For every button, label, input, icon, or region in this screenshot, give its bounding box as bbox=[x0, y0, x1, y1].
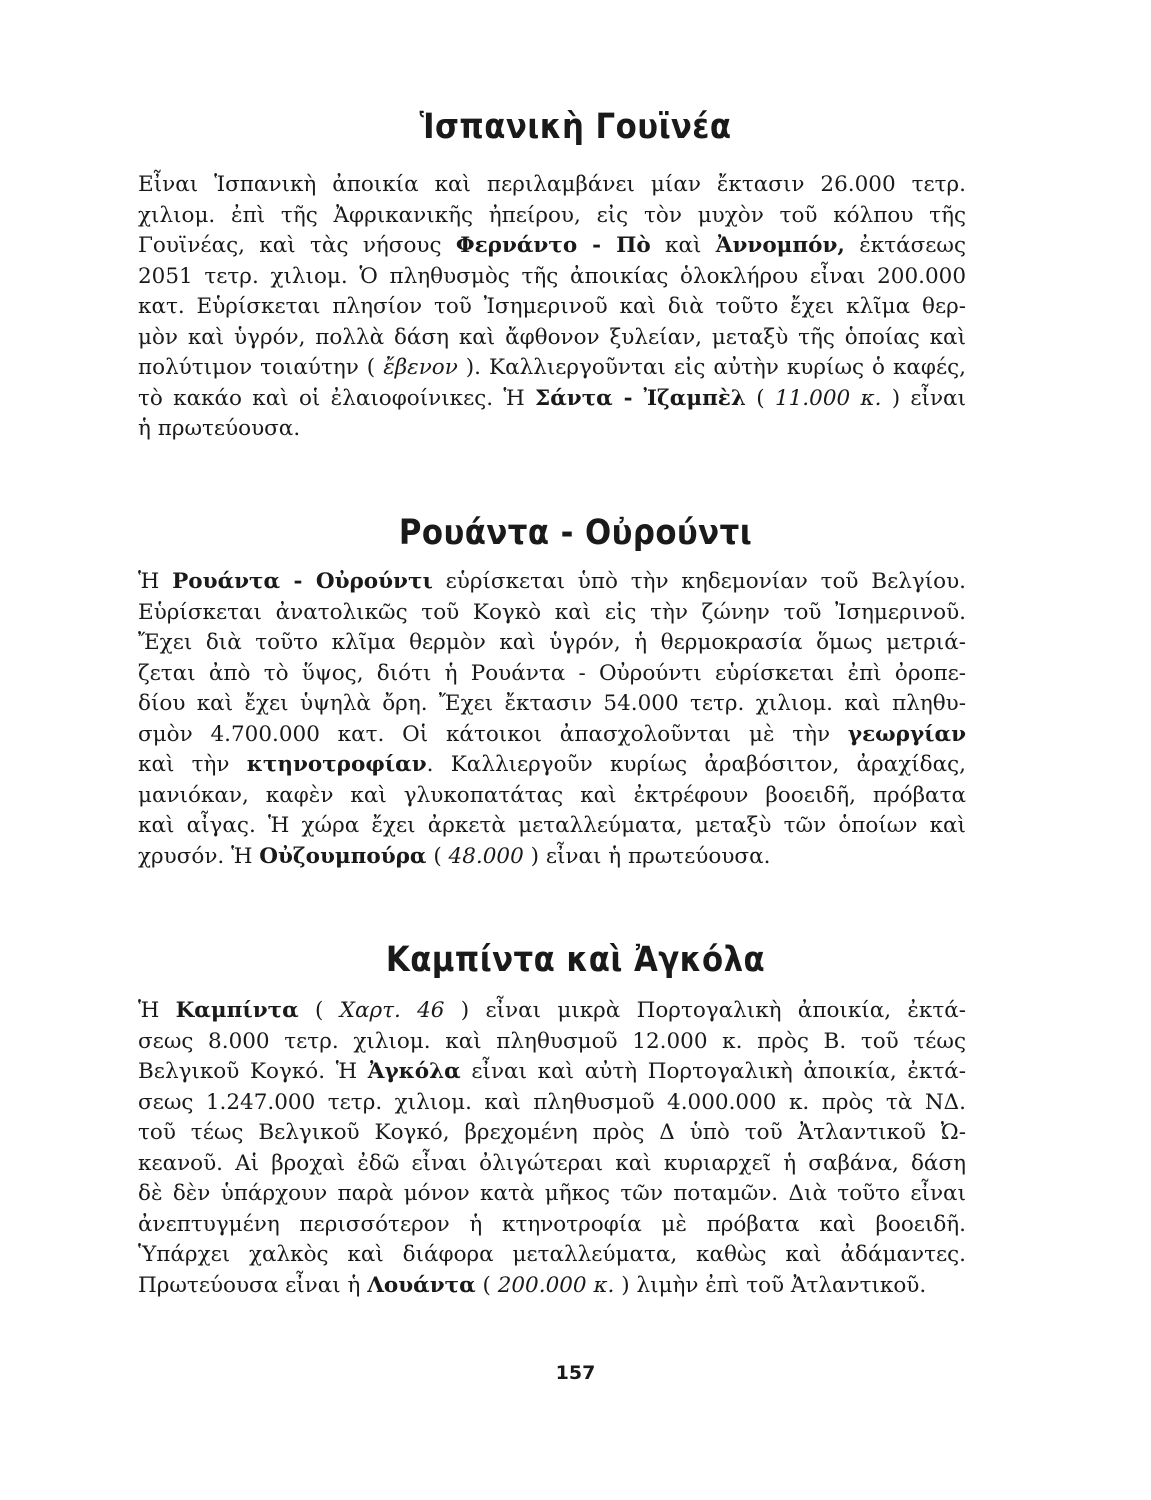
text-line bbox=[138, 414, 966, 445]
text-line bbox=[138, 262, 966, 293]
text-run: εἶναι καὶ αὐτὴ Πορτογαλικὴ ἀποικία, ἐκτά- bbox=[460, 1059, 966, 1084]
text-run: καὶ τὴν bbox=[138, 752, 247, 777]
bold-term: Ἀγκόλα bbox=[367, 1059, 461, 1084]
bold-term: Ἀννομπόν, bbox=[715, 233, 845, 258]
text-run: ( bbox=[475, 1272, 498, 1298]
text-run: δὲ δὲν ὑπάρχουν παρὰ μόνον κατὰ μῆκος τῶν ποταμῶν. Διὰ τοῦτο εἶναι bbox=[138, 1181, 966, 1206]
page-number: 157 bbox=[555, 1362, 596, 1384]
text-run: Γουϊνέας, καὶ τὰς νήσους bbox=[138, 233, 456, 258]
text-run: σμὸν 4.700.000 κατ. Οἱ κάτοικοι ἀπασχολοῦνται μὲ τὴν bbox=[138, 721, 848, 747]
text-run: πολύτιμον τοιαύτην ( bbox=[138, 355, 384, 380]
text-line bbox=[138, 292, 966, 323]
text-line bbox=[138, 1118, 966, 1149]
text-run: Εἶναι Ἱσπανικὴ ἀποικία καὶ περιλαμβάνει μίαν ἔκτασιν 26.000 τετρ. bbox=[138, 172, 966, 197]
paragraph-rwanda-urundi bbox=[138, 567, 966, 872]
bold-term: κτηνοτροφίαν bbox=[246, 752, 427, 777]
text-line bbox=[138, 1088, 966, 1119]
text-run: 2051 τετρ. χιλιομ. Ὁ πληθυσμὸς τῆς ἀποικίας ὁλοκλήρου εἶναι 200.000 bbox=[138, 263, 966, 289]
italic-term: 48.000 bbox=[448, 843, 524, 869]
text-line bbox=[138, 1271, 966, 1302]
text-run: μανιόκαν, καφὲν καὶ γλυκοπατάτας καὶ ἐκτρέφουν βοοειδῆ, πρόβατα bbox=[138, 782, 966, 808]
text-line bbox=[138, 996, 966, 1027]
text-line bbox=[138, 1149, 966, 1180]
text-line bbox=[138, 170, 966, 201]
text-run: ) λιμὴν ἐπὶ τοῦ Ἀτλαντικοῦ. bbox=[614, 1272, 927, 1298]
text-run: τὸ κακάο καὶ οἱ ἐλαιοφοίνικες. Ἡ bbox=[138, 385, 536, 411]
italic-term: 11.000 κ. bbox=[774, 385, 882, 411]
italic-term: 200.000 κ. bbox=[497, 1272, 615, 1298]
text-run: Ὑπάρχει χαλκὸς καὶ διάφορα μεταλλεύματα, καθὼς καὶ ἀδάμαντες. bbox=[138, 1242, 966, 1267]
text-run: τοῦ τέως Βελγικοῦ Κογκό, βρεχομένη πρὸς Δ ὑπὸ τοῦ Ἀτλαντικοῦ Ὠ- bbox=[138, 1120, 966, 1145]
text-run: χρυσόν. Ἡ bbox=[138, 843, 260, 869]
heading-spanish-guinea: Ἱσπανικὴ Γουϊνέα bbox=[419, 107, 732, 147]
text-run: καὶ bbox=[650, 233, 716, 258]
text-run: δίου καὶ ἔχει ὑψηλὰ ὄρη. Ἔχει ἔκτασιν 54.000 τετρ. χιλιομ. καὶ πληθυ- bbox=[138, 691, 966, 716]
text-run: ( bbox=[426, 843, 449, 869]
text-line bbox=[138, 1027, 966, 1058]
text-line bbox=[138, 750, 966, 781]
text-run: ). Καλλιεργοῦνται εἰς αὐτὴν κυρίως ὁ καφές, bbox=[457, 355, 966, 380]
text-line bbox=[138, 811, 966, 842]
text-line bbox=[138, 323, 966, 354]
bold-term: Οὐζουμπούρα bbox=[259, 843, 427, 869]
text-run: σεως 8.000 τετρ. χιλιομ. καὶ πληθυσμοῦ 12.000 κ. πρὸς Β. τοῦ τέως bbox=[138, 1028, 966, 1054]
text-run: καὶ αἶγας. Ἡ χώρα ἔχει ἀρκετὰ μεταλλεύματα, μεταξὺ τῶν ὁποίων καὶ bbox=[138, 813, 966, 838]
text-line bbox=[138, 1057, 966, 1088]
text-line bbox=[138, 567, 966, 598]
text-run: ) εἶναι bbox=[881, 385, 966, 411]
text-run: Εὑρίσκεται ἀνατολικῶς τοῦ Κογκὸ καὶ εἰς τὴν ζώνην τοῦ Ἰσημερινοῦ. bbox=[138, 599, 966, 625]
text-line bbox=[138, 231, 966, 262]
italic-term: ἔβενον bbox=[383, 355, 458, 380]
text-run: κεανοῦ. Αἱ βροχαὶ ἐδῶ εἶναι ὀλιγώτεραι καὶ κυριαρχεῖ ἡ σαβάνα, δάση bbox=[138, 1150, 966, 1176]
text-line bbox=[138, 659, 966, 690]
text-run: ( bbox=[298, 998, 340, 1023]
text-run: Πρωτεύουσα εἶναι ἡ bbox=[138, 1272, 368, 1298]
text-run: ἀνεπτυγμένη περισσότερον ἡ κτηνοτροφία μὲ πρόβατα καὶ βοοειδῆ. bbox=[138, 1211, 966, 1237]
text-line bbox=[138, 689, 966, 720]
text-line bbox=[138, 1210, 966, 1241]
text-run: ἐκτάσεως bbox=[844, 233, 966, 258]
bold-term: Σάντα - Ἰζαμπὲλ bbox=[535, 385, 746, 411]
bold-term: γεωργίαν bbox=[847, 721, 966, 747]
italic-term: Χαρτ. 46 bbox=[339, 998, 445, 1023]
text-run: σεως 1.247.000 τετρ. χιλιομ. καὶ πληθυσμοῦ 4.000.000 κ. πρὸς τὰ ΝΔ. bbox=[138, 1089, 966, 1115]
text-run: ἡ πρωτεύουσα. bbox=[138, 416, 301, 441]
text-line bbox=[138, 781, 966, 812]
text-line bbox=[138, 201, 966, 232]
text-run: . Καλλιεργοῦν κυρίως ἀραβόσιτον, ἀραχίδας, bbox=[426, 752, 967, 777]
bold-term: Ρουάντα - Οὐρούντι bbox=[172, 569, 433, 594]
text-run: Ἡ bbox=[138, 569, 173, 594]
text-run: Ἡ bbox=[138, 998, 176, 1023]
text-run: Ἔχει διὰ τοῦτο κλῖμα θερμὸν καὶ ὑγρόν, ἡ θερμοκρασία ὅμως μετριά- bbox=[138, 630, 966, 655]
text-line bbox=[138, 1179, 966, 1210]
text-run: μὸν καὶ ὑγρόν, πολλὰ δάση καὶ ἄφθονον ξυλείαν, μεταξὺ τῆς ὁποίας καὶ bbox=[138, 324, 966, 350]
paragraph-spanish-guinea bbox=[138, 170, 966, 445]
text-run: ζεται ἀπὸ τὸ ὕψος, διότι ἡ Ρουάντα - Οὐρούντι εὑρίσκεται ἐπὶ ὀροπε- bbox=[138, 660, 966, 686]
text-run: ) εἶναι ἡ πρωτεύουσα. bbox=[523, 843, 771, 869]
text-line bbox=[138, 720, 966, 751]
bold-term: Λουάντα bbox=[367, 1272, 476, 1298]
text-line bbox=[138, 384, 966, 415]
text-line bbox=[138, 628, 966, 659]
text-run: χιλιομ. ἐπὶ τῆς Ἀφρικανικῆς ἠπείρου, εἰς τὸν μυχὸν τοῦ κόλπου τῆς bbox=[138, 202, 966, 228]
paragraph-cabinda-angola bbox=[138, 996, 966, 1301]
bold-term: Καμπίντα bbox=[175, 998, 299, 1023]
text-run: Βελγικοῦ Κογκό. Ἡ bbox=[138, 1059, 368, 1084]
heading-cabinda-angola: Καμπίντα καὶ Ἀγκόλα bbox=[385, 940, 766, 980]
heading-rwanda-urundi: Ρουάντα - Οὐρούντι bbox=[398, 513, 753, 553]
text-line bbox=[138, 598, 966, 629]
text-line bbox=[138, 1240, 966, 1271]
text-line bbox=[138, 353, 966, 384]
text-line bbox=[138, 842, 966, 873]
text-run: εὑρίσκεται ὑπὸ τὴν κηδεμονίαν τοῦ Βελγίου. bbox=[432, 569, 966, 594]
text-run: ( bbox=[745, 385, 775, 411]
text-run: ) εἶναι μικρὰ Πορτογαλικὴ ἀποικία, ἐκτά- bbox=[444, 998, 966, 1023]
bold-term: Φερνάντο - Πὸ bbox=[455, 233, 651, 258]
text-run: κατ. Εὑρίσκεται πλησίον τοῦ Ἰσημερινοῦ καὶ διὰ τοῦτο ἔχει κλῖμα θερ- bbox=[138, 294, 966, 319]
